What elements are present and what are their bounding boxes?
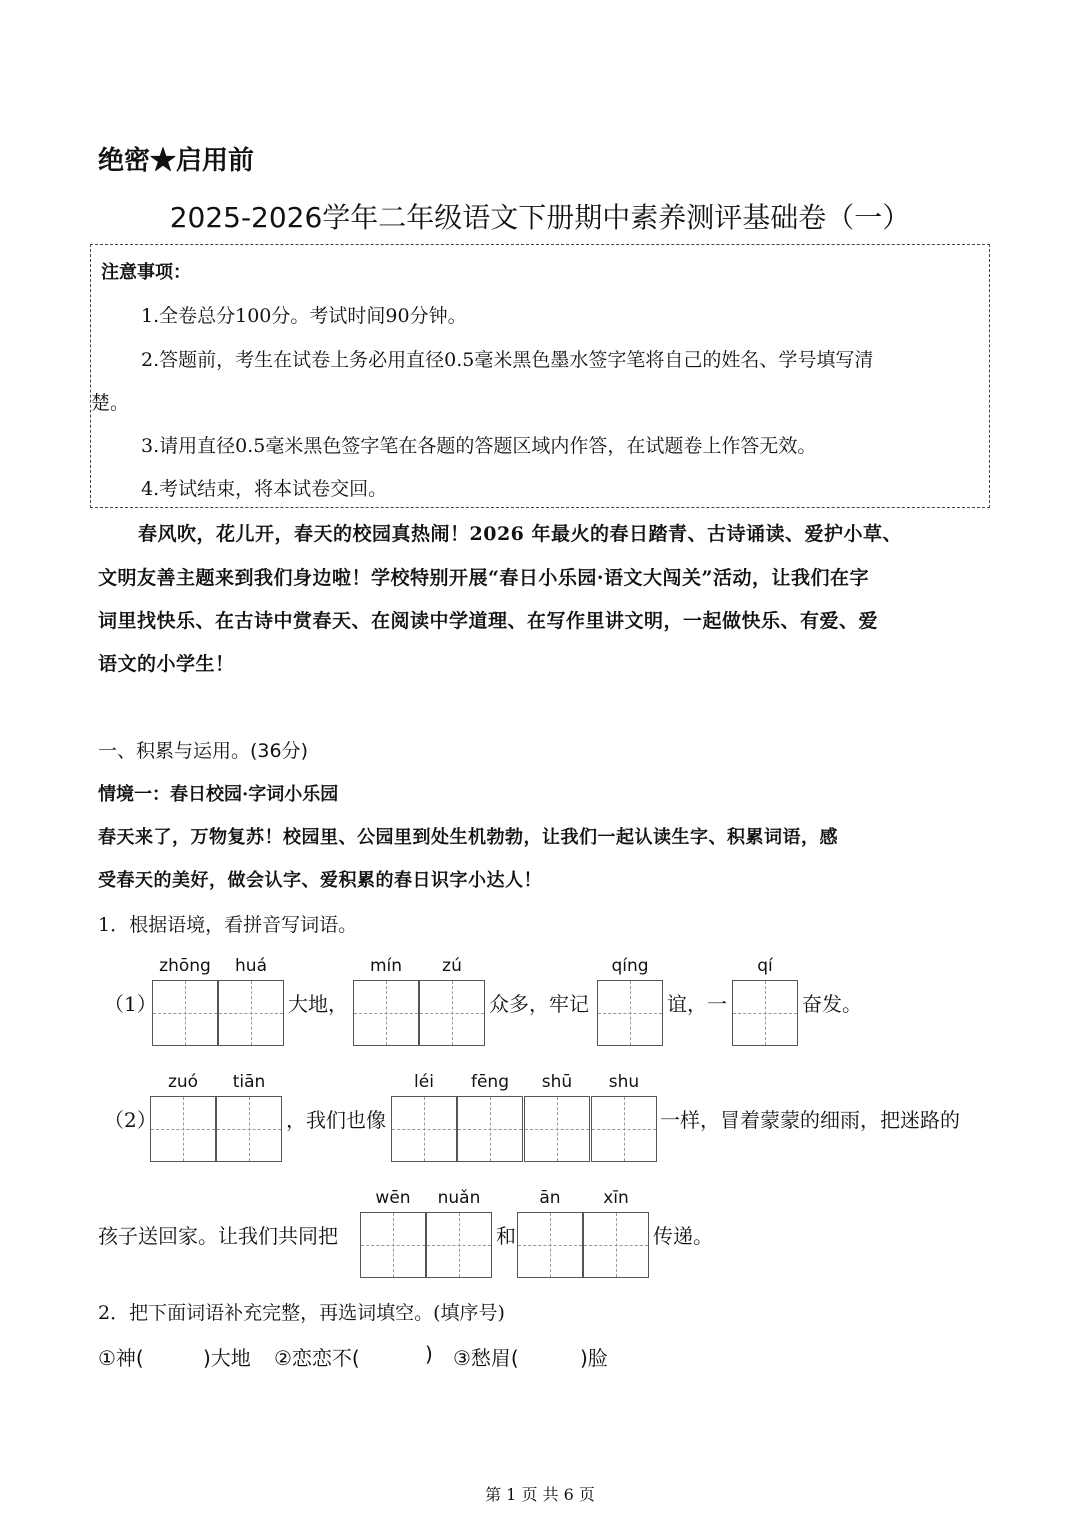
pinyin: mín (369, 956, 403, 976)
scenario-text: 春天来了，万物复苏！校园里、公园里到处生机勃勃，让我们一起认读生字、积累词语，感 (98, 827, 838, 848)
pinyin: huá (235, 956, 267, 976)
scenario-title: 情境一：春日校园·字词小乐园 (98, 784, 339, 805)
writing-box[interactable] (591, 1096, 657, 1162)
notice-heading: 注意事项： (101, 262, 191, 283)
sentence-text: 奋发。 (802, 992, 862, 1016)
fill-item: ③愁眉( (453, 1346, 519, 1370)
notice-item: 2.答题前，考生在试卷上务必用直径0.5毫米黑色墨水签字笔将自己的姓名、学号填写清 (141, 349, 874, 371)
pinyin: shū (541, 1072, 573, 1092)
page-footer: 第 1 页 共 6 页 (485, 1485, 595, 1504)
sentence-text: ，我们也像 (286, 1108, 386, 1132)
question-1-prompt: 1．根据语境，看拼音写词语。 (98, 914, 358, 936)
writing-box[interactable] (360, 1212, 426, 1278)
sentence-text: 和 (496, 1224, 516, 1248)
question-2-prompt: 2．把下面词语补充完整，再选词填空。(填序号) (98, 1302, 505, 1324)
section-title: 一、积累与运用。(36分) (98, 740, 309, 762)
pinyin: qíng (611, 956, 649, 976)
pinyin: nuǎn (437, 1188, 481, 1208)
intro-line: 春风吹，花儿开，春天的校园真热闹！2026 年最火的春日踏青、古诗诵读、爱护小草、 (138, 523, 902, 545)
fill-item: ) (425, 1342, 433, 1366)
sentence-text: 大地， (288, 992, 348, 1016)
fill-item: )脸 (580, 1346, 608, 1370)
item-label: （1） (104, 992, 157, 1016)
writing-box[interactable] (732, 980, 798, 1046)
writing-box[interactable] (426, 1212, 492, 1278)
pinyin: tiān (232, 1072, 266, 1092)
sentence-text: 传递。 (653, 1224, 713, 1248)
pinyin: zuó (167, 1072, 199, 1092)
pinyin: zú (442, 956, 462, 976)
writing-box[interactable] (216, 1096, 282, 1162)
pinyin: wēn (375, 1188, 411, 1208)
writing-box[interactable] (517, 1212, 583, 1278)
sentence-text: 孩子送回家。让我们共同把 (98, 1224, 338, 1248)
sentence-text: 一样，冒着蒙蒙的细雨，把迷路的 (660, 1108, 960, 1132)
intro-line: 词里找快乐、在古诗中赏春天、在阅读中学道理、在写作里讲文明，一起做快乐、有爱、爱 (98, 610, 879, 632)
writing-box[interactable] (597, 980, 663, 1046)
pinyin: léi (414, 1072, 434, 1092)
sentence-text: 谊，一 (667, 992, 727, 1016)
notice-box (90, 244, 990, 508)
pinyin: shu (608, 1072, 640, 1092)
writing-box[interactable] (419, 980, 485, 1046)
writing-box[interactable] (524, 1096, 590, 1162)
intro-line: 语文的小学生！ (98, 653, 235, 675)
notice-item: 1.全卷总分100分。考试时间90分钟。 (141, 305, 467, 327)
confidential-mark: 绝密★启用前 (98, 146, 255, 176)
sentence-text: 众多，牢记 (489, 992, 589, 1016)
scenario-text: 受春天的美好，做会认字、爱积累的春日识字小达人！ (98, 870, 542, 891)
item-label: （2） (104, 1108, 157, 1132)
writing-box[interactable] (353, 980, 419, 1046)
writing-box[interactable] (152, 980, 218, 1046)
writing-box[interactable] (218, 980, 284, 1046)
writing-box[interactable] (150, 1096, 216, 1162)
writing-box[interactable] (457, 1096, 523, 1162)
intro-line: 文明友善主题来到我们身边啦！学校特别开展“春日小乐园·语文大闯关”活动，让我们在字 (98, 567, 869, 589)
writing-box[interactable] (391, 1096, 457, 1162)
fill-item: ①神( (98, 1346, 144, 1370)
pinyin: qí (757, 956, 773, 976)
pinyin: ān (539, 1188, 561, 1208)
pinyin: xīn (603, 1188, 629, 1208)
notice-item: 4.考试结束，将本试卷交回。 (141, 478, 388, 500)
notice-item: 楚。 (91, 392, 130, 414)
pinyin: zhōng (159, 956, 211, 976)
fill-item: )大地 (203, 1346, 251, 1370)
pinyin: fēng (470, 1072, 509, 1092)
exam-title: 2025-2026学年二年级语文下册期中素养测评基础卷（一） (169, 201, 911, 234)
fill-item: ②恋恋不( (274, 1346, 360, 1370)
writing-box[interactable] (583, 1212, 649, 1278)
notice-item: 3.请用直径0.5毫米黑色签字笔在各题的答题区域内作答，在试题卷上作答无效。 (141, 435, 817, 457)
